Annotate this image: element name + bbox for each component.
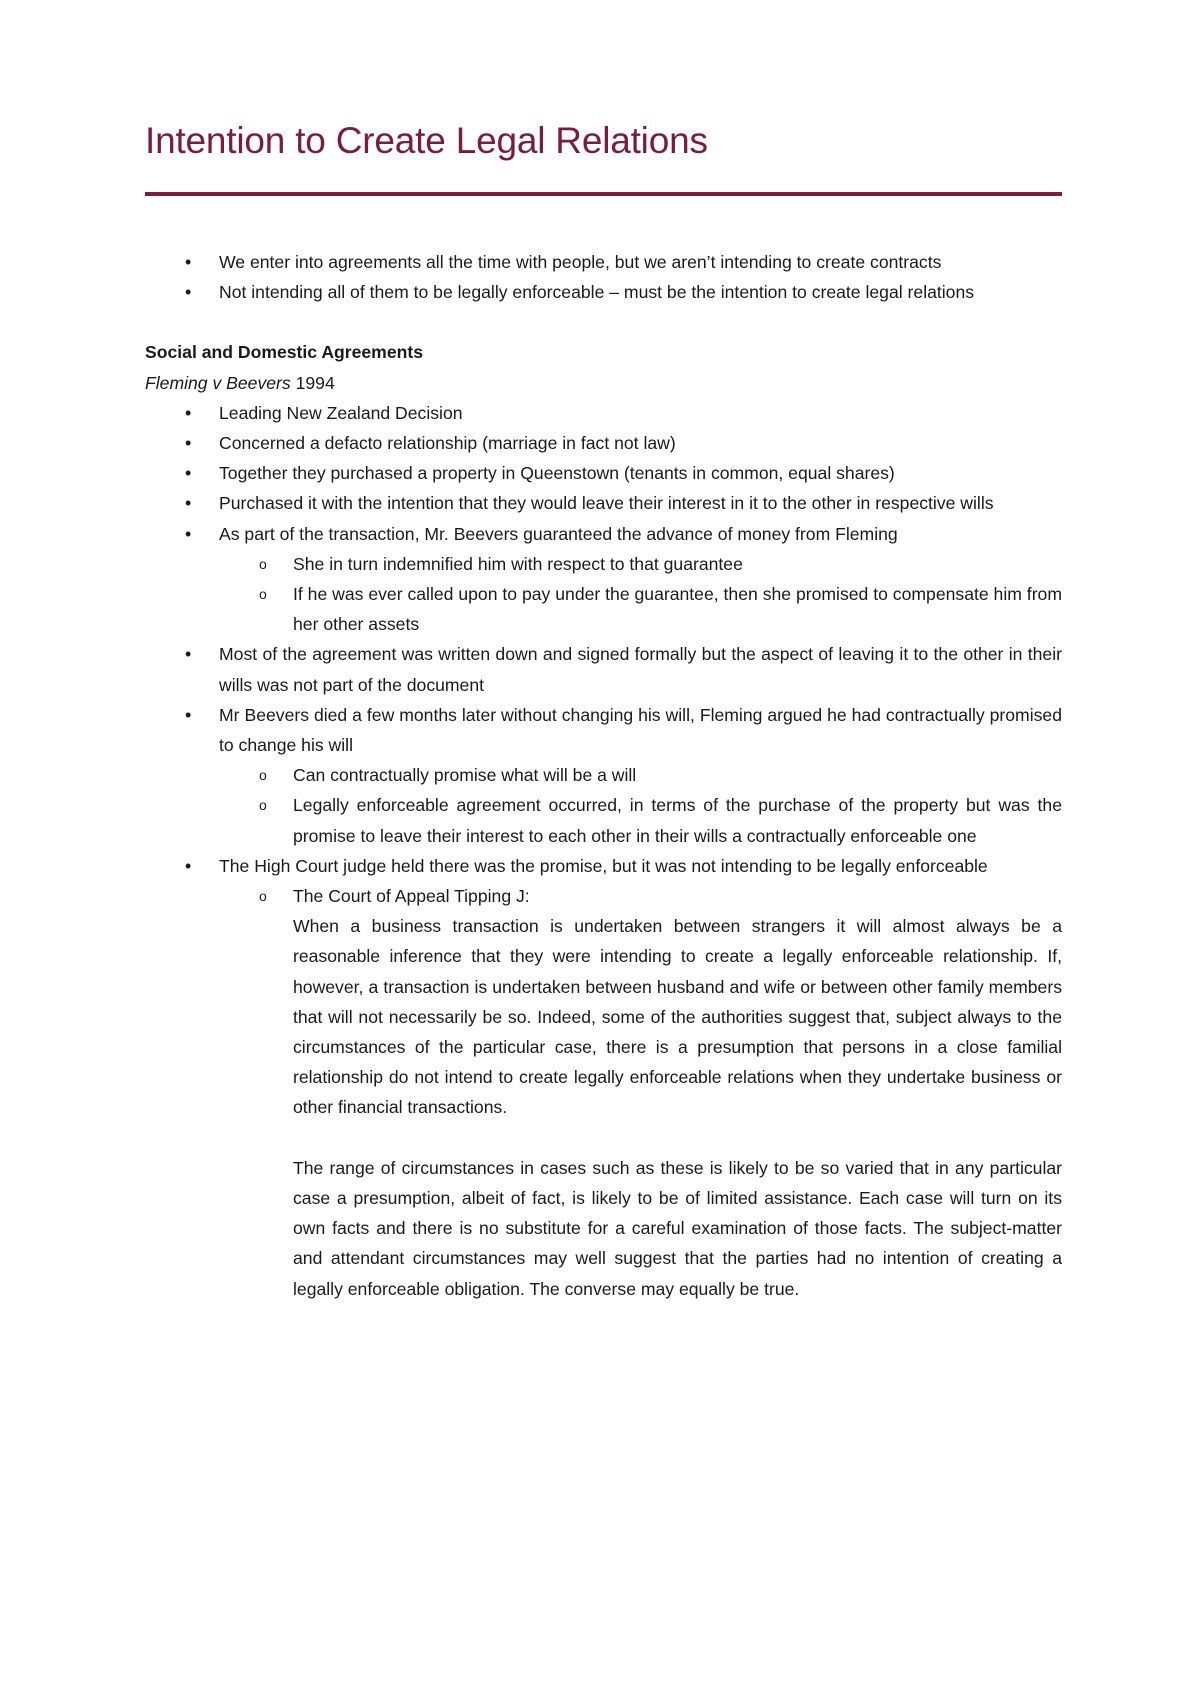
sub-list-item: o Legally enforceable agreement occurred, in terms of the purchase of the property but was the promise to leave their interest to each other in their wills a contractually enforceable one (145, 790, 1062, 850)
case-name: Fleming v Beevers (145, 372, 291, 393)
quote-paragraph: The range of circumstances in cases such as these is likely to be so varied that in any particular case a presumption, albeit of fact, is likely to be of limited assistance. Each case will turn on its own facts and there is no substitute for a careful examination of those facts. The subject-matter and attendant circumstances may well suggest that the parties had no intention of creating a legally enforceable obligation. The converse may equally be true. (293, 1157, 1062, 1299)
section-heading: Social and Domestic Agreements (145, 342, 424, 363)
sub-list-item (145, 881, 1062, 1304)
document-body (145, 247, 1062, 1304)
sub-list-item: o If he was ever called upon to pay under the guarantee, then she promised to compensate him from her other assets (145, 579, 1062, 639)
list-item: • The High Court judge held there was the promise, but it was not intending to be legally enforceable (145, 851, 1062, 881)
quote-attribution: o The Court of Appeal Tipping J: (293, 886, 530, 907)
intro-list (145, 247, 1062, 307)
list-item: • As part of the transaction, Mr. Beevers guaranteed the advance of money from Fleming (145, 519, 1062, 549)
judgment-quote (293, 911, 1062, 1303)
list-item: • Purchased it with the intention that they would leave their interest in it to the other in respective wills (145, 488, 1062, 518)
sub-list-item: o Can contractually promise what will be a will (145, 760, 1062, 790)
list-item: • Most of the agreement was written down and signed formally but the aspect of leaving it to the other in their wills was not part of the document (145, 639, 1062, 699)
list-item: • Leading New Zealand Decision (145, 398, 1062, 428)
list-item: • Together they purchased a property in Queenstown (tenants in common, equal shares) (145, 458, 1062, 488)
case-citation (145, 368, 1062, 398)
list-item: • Mr Beevers died a few months later without changing his will, Fleming argued he had contractually promised to change his will (145, 700, 1062, 760)
quote-paragraph: When a business transaction is undertaken between strangers it will almost always be a reasonable inference that they were intending to create a legally enforceable relationship. If, however, a transaction is undertaken between husband and wife or between other family members that will not necessarily be so. Indeed, some of the authorities suggest that, subject always to the circumstances of the particular case, there is a presumption that persons in a close familial relationship do not intend to create legally enforceable relations when they undertake business or other financial transactions. (293, 916, 1062, 1118)
case-year: 1994 (290, 372, 335, 393)
case-notes-list (145, 398, 1062, 1304)
list-item: • Concerned a defacto relationship (marriage in fact not law) (145, 428, 1062, 458)
page-title: Intention to Create Legal Relations (145, 120, 708, 161)
title-underline (145, 192, 1062, 196)
sub-list-item: o She in turn indemnified him with respect to that guarantee (145, 549, 1062, 579)
list-item: • We enter into agreements all the time with people, but we aren’t intending to create contracts (145, 247, 1062, 277)
list-item: • Not intending all of them to be legally enforceable – must be the intention to create legal relations (145, 277, 1062, 307)
